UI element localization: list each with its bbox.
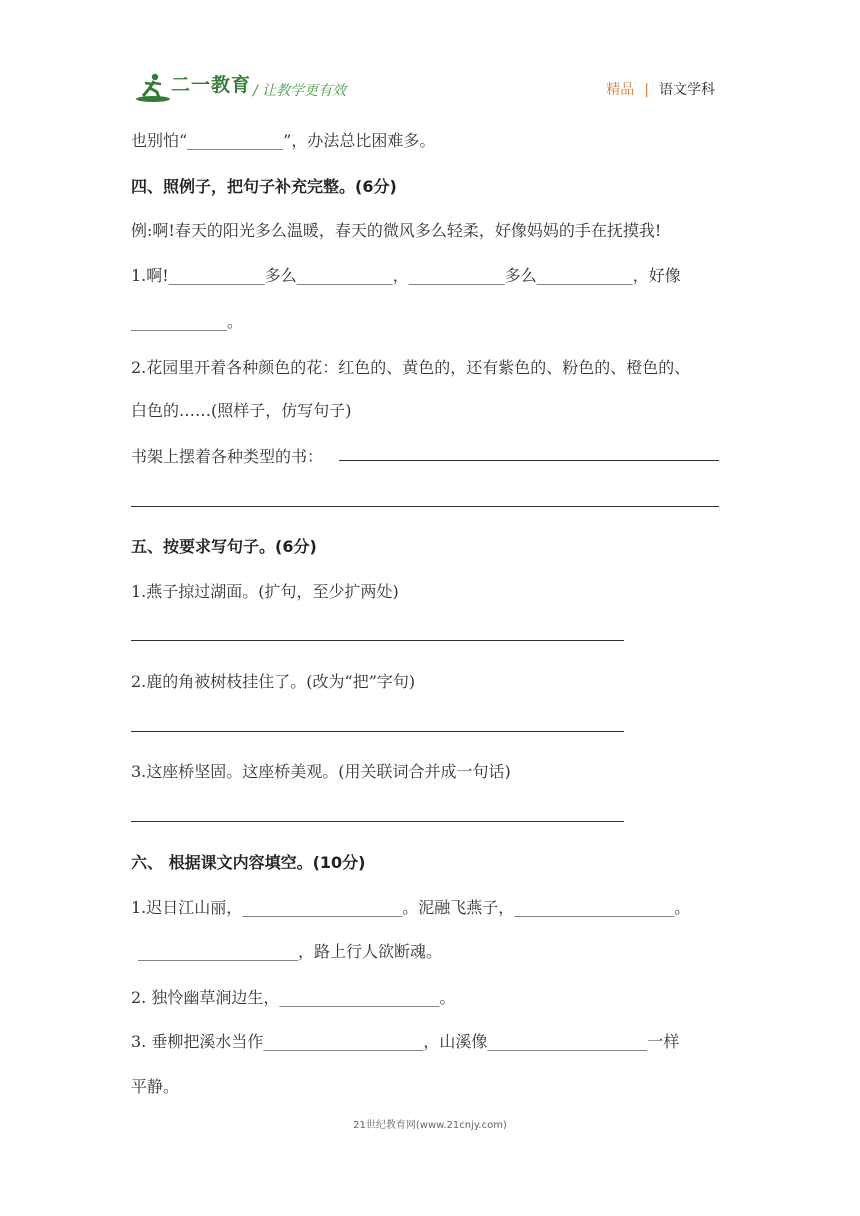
question-5-1: 1.燕子掠过湖面。(扩句，至少扩两处) [131, 582, 399, 601]
question-5-2: 2.鹿的角被树枝挂住了。(改为“把”字句) [131, 672, 416, 691]
question-5-3: 3.这座桥坚固。这座桥美观。(用关联词合并成一句话) [131, 762, 511, 781]
brand-slogan: / 让教学更有效 [253, 83, 347, 99]
question-4-1-cont: ____________。 [131, 312, 244, 331]
question-6-3-cont: 平静。 [131, 1077, 180, 1096]
section-heading-4: 四、照例子，把句子补充完整。(6分) [131, 177, 397, 196]
brand-name: 二一教育 [171, 74, 252, 96]
answer-line[interactable] [339, 460, 719, 461]
tag-separator: | [644, 82, 649, 98]
answer-line[interactable] [131, 506, 719, 507]
question-6-1-cont: ____________________，路上行人欲断魂。 [138, 942, 443, 961]
section-heading-6: 六、 根据课文内容填空。(10分) [131, 853, 366, 872]
example-sentence: 例:啊!春天的阳光多么温暖，春天的微风多么轻柔，好像妈妈的手在抚摸我! [131, 221, 662, 240]
question-4-2-cont: 白色的……(照样子，仿写句子) [131, 401, 352, 420]
question-6-2: 2. 独怜幽草涧边生，____________________。 [131, 988, 456, 1007]
answer-line[interactable] [131, 640, 624, 641]
subject-label: 语文学科 [659, 82, 715, 98]
quality-label: 精品 [606, 82, 635, 98]
question-4-2: 2.花园里开着各种颜色的花：红色的、黄色的，还有紫色的、粉色的、橙色的、 [131, 358, 691, 377]
question-6-1: 1.迟日江山丽，____________________。泥融飞燕子，____________________。 [131, 898, 691, 917]
page-header [135, 68, 725, 108]
page-footer: 21世纪教育网(www.21cnjy.com) [353, 1120, 507, 1131]
question-6-3: 3. 垂柳把溪水当作____________________，山溪像____________________一样 [131, 1032, 680, 1051]
question-4-2-prompt: 书架上摆着各种类型的书： [131, 447, 324, 466]
answer-line[interactable] [131, 821, 624, 822]
question-4-1: 1.啊!____________多么____________，____________多么____________，好像 [131, 266, 681, 285]
text-line: 也别怕“____________”，办法总比困难多。 [131, 131, 436, 150]
subject-tag [606, 79, 715, 99]
section-heading-5: 五、按要求写句子。(6分) [131, 537, 317, 556]
answer-line[interactable] [131, 731, 624, 732]
